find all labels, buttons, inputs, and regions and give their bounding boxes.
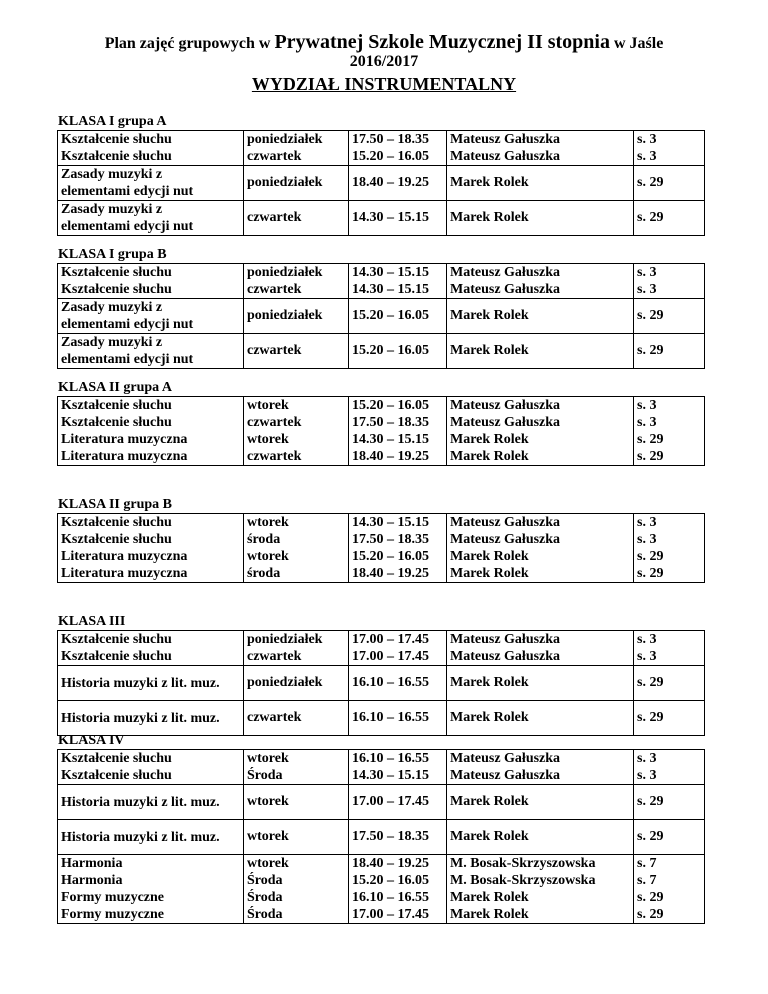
time-value: 15.20 – 16.05 [352, 549, 429, 564]
day-value: czwartek [247, 149, 302, 164]
table-row [58, 631, 705, 666]
day-value: czwartek [247, 710, 302, 725]
teacher-value: Marek Rolek [450, 308, 529, 323]
room-value: s. 3 [637, 515, 657, 530]
schedule-table [57, 630, 705, 736]
room-value: s. 3 [637, 415, 657, 430]
table-row [58, 334, 705, 369]
time-cell [349, 201, 447, 236]
subject-cell [58, 666, 244, 701]
time-value: 18.40 – 19.25 [352, 566, 429, 581]
teacher-cell [447, 264, 634, 299]
subject-value: Kształcenie słuchu [61, 415, 172, 430]
room-value: s. 3 [637, 398, 657, 413]
teacher-cell [447, 855, 634, 924]
day-value: wtorek [247, 751, 289, 766]
table-row [58, 201, 705, 236]
faculty-heading [0, 74, 768, 94]
teacher-value: M. Bosak-Skrzyszowska [450, 856, 596, 871]
time-cell [349, 334, 447, 369]
time-cell [349, 264, 447, 299]
subject-value: Kształcenie słuchu [61, 768, 172, 783]
time-value: 18.40 – 19.25 [352, 449, 429, 464]
day-value: poniedziałek [247, 308, 323, 323]
subject-value: Zasady muzyki z elementami edycji nut [61, 167, 194, 199]
table-row [58, 264, 705, 299]
table-row [58, 397, 705, 466]
table-row [58, 131, 705, 166]
subject-value: Historia muzyki z lit. muz. [61, 829, 220, 845]
section-title: KLASA III [58, 614, 126, 629]
subject-value: Historia muzyki z lit. muz. [61, 794, 220, 810]
time-cell [349, 397, 447, 466]
day-cell [244, 666, 349, 701]
time-value: 17.50 – 18.35 [352, 532, 429, 547]
subject-value: Kształcenie słuchu [61, 398, 172, 413]
room-value: s. 3 [637, 132, 657, 147]
room-cell [634, 514, 705, 583]
table-row [58, 299, 705, 334]
room-cell [634, 397, 705, 466]
title-school-name: Prywatnej Szkole Muzycznej II stopnia [274, 31, 610, 53]
day-cell [244, 750, 349, 785]
day-cell [244, 701, 349, 736]
schedule-table [57, 513, 705, 583]
time-value: 18.40 – 19.25 [352, 175, 429, 190]
room-value: s. 29 [637, 566, 664, 581]
day-cell [244, 131, 349, 166]
time-cell [349, 514, 447, 583]
teacher-value: Mateusz Gałuszka [450, 649, 561, 664]
subject-cell [58, 131, 244, 166]
subject-value: Kształcenie słuchu [61, 282, 172, 297]
title-part-1: Plan zajęć grupowych w [104, 35, 275, 52]
schedule-table [57, 396, 705, 466]
subject-value: Historia muzyki z lit. muz. [61, 675, 220, 691]
subject-cell [58, 701, 244, 736]
room-cell [634, 820, 705, 855]
teacher-value: Mateusz Gałuszka [450, 132, 561, 147]
teacher-value: Marek Rolek [450, 829, 529, 844]
subject-value: Kształcenie słuchu [61, 751, 172, 766]
room-value: s. 29 [637, 210, 664, 225]
room-value: s. 3 [637, 149, 657, 164]
time-value: 15.20 – 16.05 [352, 149, 429, 164]
day-value: czwartek [247, 449, 302, 464]
room-value: s. 7 [637, 873, 657, 888]
day-value: Środa [247, 873, 283, 888]
teacher-value: Mateusz Gałuszka [450, 415, 561, 430]
day-value: czwartek [247, 415, 302, 430]
room-value: s. 29 [637, 710, 664, 725]
room-value: s. 3 [637, 282, 657, 297]
room-value: s. 3 [637, 265, 657, 280]
time-value: 14.30 – 15.15 [352, 210, 429, 225]
teacher-value: Mateusz Gałuszka [450, 398, 561, 413]
room-cell [634, 299, 705, 334]
teacher-value: Mateusz Gałuszka [450, 265, 561, 280]
day-value: wtorek [247, 398, 289, 413]
subject-value: Kształcenie słuchu [61, 515, 172, 530]
schedule-table [57, 130, 705, 236]
teacher-cell [447, 666, 634, 701]
room-value: s. 29 [637, 829, 664, 844]
room-cell [634, 701, 705, 736]
teacher-value: Marek Rolek [450, 794, 529, 809]
room-value: s. 29 [637, 449, 664, 464]
subject-value: Kształcenie słuchu [61, 132, 172, 147]
day-cell [244, 299, 349, 334]
subject-value: Zasady muzyki z elementami edycji nut [61, 202, 194, 234]
teacher-cell [447, 750, 634, 785]
day-value: wtorek [247, 432, 289, 447]
subject-cell [58, 514, 244, 583]
room-value: s. 3 [637, 649, 657, 664]
subject-cell [58, 750, 244, 785]
day-value: wtorek [247, 515, 289, 530]
time-cell [349, 299, 447, 334]
time-value: 16.10 – 16.55 [352, 675, 429, 690]
day-cell [244, 855, 349, 924]
time-value: 16.10 – 16.55 [352, 710, 429, 725]
day-value: Środa [247, 907, 283, 922]
table-row [58, 166, 705, 201]
table-row [58, 855, 705, 924]
room-cell [634, 201, 705, 236]
subject-cell [58, 166, 244, 201]
day-value: czwartek [247, 210, 302, 225]
room-value: s. 3 [637, 532, 657, 547]
subject-cell [58, 264, 244, 299]
day-value: czwartek [247, 649, 302, 664]
teacher-value: Marek Rolek [450, 175, 529, 190]
teacher-value: Marek Rolek [450, 343, 529, 358]
time-value: 15.20 – 16.05 [352, 873, 429, 888]
teacher-value: Mateusz Gałuszka [450, 515, 561, 530]
subject-cell [58, 334, 244, 369]
day-cell [244, 334, 349, 369]
subject-value: Harmonia [61, 873, 123, 888]
page-title [0, 32, 768, 54]
section-title: KLASA IV [58, 733, 125, 748]
title-part-3: w Jaśle [609, 35, 664, 52]
time-value: 16.10 – 16.55 [352, 890, 429, 905]
subject-value: Kształcenie słuchu [61, 532, 172, 547]
day-value: poniedziałek [247, 632, 323, 647]
table-row [58, 666, 705, 701]
day-value: poniedziałek [247, 265, 323, 280]
room-value: s. 29 [637, 343, 664, 358]
subject-value: Literatura muzyczna [61, 566, 188, 581]
time-value: 15.20 – 16.05 [352, 398, 429, 413]
room-cell [634, 264, 705, 299]
room-value: s. 29 [637, 675, 664, 690]
time-value: 18.40 – 19.25 [352, 856, 429, 871]
subject-cell [58, 785, 244, 820]
subject-cell [58, 820, 244, 855]
time-cell [349, 666, 447, 701]
room-value: s. 29 [637, 890, 664, 905]
teacher-value: Mateusz Gałuszka [450, 282, 561, 297]
time-value: 17.50 – 18.35 [352, 132, 429, 147]
table-row [58, 701, 705, 736]
room-value: s. 29 [637, 794, 664, 809]
teacher-value: Marek Rolek [450, 890, 529, 905]
subject-value: Kształcenie słuchu [61, 632, 172, 647]
day-value: środa [247, 532, 281, 547]
room-cell [634, 750, 705, 785]
teacher-cell [447, 514, 634, 583]
subject-cell [58, 397, 244, 466]
time-cell [349, 820, 447, 855]
day-value: wtorek [247, 829, 289, 844]
subject-value: Zasady muzyki z elementami edycji nut [61, 335, 194, 367]
time-cell [349, 166, 447, 201]
room-value: s. 3 [637, 632, 657, 647]
time-value: 14.30 – 15.15 [352, 432, 429, 447]
school-year: 2016/2017 [349, 53, 419, 70]
subject-value: Zasady muzyki z elementami edycji nut [61, 300, 194, 332]
time-value: 14.30 – 15.15 [352, 265, 429, 280]
day-value: Środa [247, 890, 283, 905]
room-value: s. 29 [637, 432, 664, 447]
teacher-value: Marek Rolek [450, 566, 529, 581]
subject-value: Literatura muzyczna [61, 449, 188, 464]
time-value: 15.20 – 16.05 [352, 308, 429, 323]
time-cell [349, 631, 447, 666]
time-cell [349, 785, 447, 820]
table-row [58, 750, 705, 785]
subject-value: Historia muzyki z lit. muz. [61, 710, 220, 726]
table-row [58, 785, 705, 820]
time-value: 17.00 – 17.45 [352, 649, 429, 664]
day-cell [244, 201, 349, 236]
room-value: s. 3 [637, 751, 657, 766]
subject-value: Formy muzyczne [61, 890, 165, 905]
teacher-cell [447, 166, 634, 201]
section-title: KLASA I grupa A [58, 114, 167, 129]
time-value: 14.30 – 15.15 [352, 282, 429, 297]
room-cell [634, 334, 705, 369]
room-cell [634, 166, 705, 201]
day-value: wtorek [247, 549, 289, 564]
schedule-table [57, 263, 705, 369]
schedule-table [57, 749, 705, 924]
teacher-cell [447, 397, 634, 466]
teacher-cell [447, 631, 634, 666]
room-value: s. 29 [637, 549, 664, 564]
room-cell [634, 855, 705, 924]
table-row [58, 514, 705, 583]
section-title: KLASA II grupa B [58, 497, 172, 512]
day-cell [244, 785, 349, 820]
day-value: wtorek [247, 794, 289, 809]
room-value: s. 29 [637, 175, 664, 190]
day-cell [244, 166, 349, 201]
room-cell [634, 666, 705, 701]
faculty-label: WYDZIAŁ INSTRUMENTALNY [251, 74, 517, 94]
time-value: 15.20 – 16.05 [352, 343, 429, 358]
subject-cell [58, 855, 244, 924]
day-value: poniedziałek [247, 132, 323, 147]
teacher-cell [447, 131, 634, 166]
teacher-value: Mateusz Gałuszka [450, 751, 561, 766]
subject-value: Harmonia [61, 856, 123, 871]
day-value: poniedziałek [247, 675, 323, 690]
day-value: poniedziałek [247, 175, 323, 190]
teacher-cell [447, 701, 634, 736]
day-cell [244, 820, 349, 855]
subject-cell [58, 299, 244, 334]
teacher-value: Marek Rolek [450, 432, 529, 447]
subject-value: Kształcenie słuchu [61, 149, 172, 164]
time-cell [349, 750, 447, 785]
room-cell [634, 785, 705, 820]
teacher-value: M. Bosak-Skrzyszowska [450, 873, 596, 888]
subject-value: Literatura muzyczna [61, 432, 188, 447]
teacher-value: Mateusz Gałuszka [450, 149, 561, 164]
subject-value: Literatura muzyczna [61, 549, 188, 564]
room-value: s. 29 [637, 308, 664, 323]
room-value: s. 3 [637, 768, 657, 783]
time-cell [349, 131, 447, 166]
teacher-value: Mateusz Gałuszka [450, 768, 561, 783]
time-value: 17.00 – 17.45 [352, 794, 429, 809]
teacher-value: Marek Rolek [450, 210, 529, 225]
time-value: 17.00 – 17.45 [352, 632, 429, 647]
time-value: 17.50 – 18.35 [352, 829, 429, 844]
teacher-value: Mateusz Gałuszka [450, 632, 561, 647]
teacher-value: Marek Rolek [450, 675, 529, 690]
time-value: 17.00 – 17.45 [352, 907, 429, 922]
room-cell [634, 131, 705, 166]
teacher-value: Marek Rolek [450, 710, 529, 725]
day-cell [244, 631, 349, 666]
day-cell [244, 514, 349, 583]
time-cell [349, 701, 447, 736]
room-value: s. 29 [637, 907, 664, 922]
teacher-value: Marek Rolek [450, 549, 529, 564]
day-value: Środa [247, 768, 283, 783]
time-value: 17.50 – 18.35 [352, 415, 429, 430]
teacher-cell [447, 201, 634, 236]
day-cell [244, 397, 349, 466]
teacher-value: Marek Rolek [450, 907, 529, 922]
day-cell [244, 264, 349, 299]
subject-value: Formy muzyczne [61, 907, 165, 922]
section-title: KLASA II grupa A [58, 380, 172, 395]
day-value: środa [247, 566, 281, 581]
teacher-cell [447, 785, 634, 820]
teacher-value: Mateusz Gałuszka [450, 532, 561, 547]
teacher-cell [447, 334, 634, 369]
time-value: 16.10 – 16.55 [352, 751, 429, 766]
subject-value: Kształcenie słuchu [61, 649, 172, 664]
time-cell [349, 855, 447, 924]
day-value: czwartek [247, 282, 302, 297]
table-row [58, 820, 705, 855]
time-value: 14.30 – 15.15 [352, 515, 429, 530]
teacher-value: Marek Rolek [450, 449, 529, 464]
subject-value: Kształcenie słuchu [61, 265, 172, 280]
day-value: czwartek [247, 343, 302, 358]
subject-cell [58, 631, 244, 666]
teacher-cell [447, 820, 634, 855]
time-value: 14.30 – 15.15 [352, 768, 429, 783]
room-value: s. 7 [637, 856, 657, 871]
day-value: wtorek [247, 856, 289, 871]
room-cell [634, 631, 705, 666]
section-title: KLASA I grupa B [58, 247, 167, 262]
teacher-cell [447, 299, 634, 334]
subject-cell [58, 201, 244, 236]
